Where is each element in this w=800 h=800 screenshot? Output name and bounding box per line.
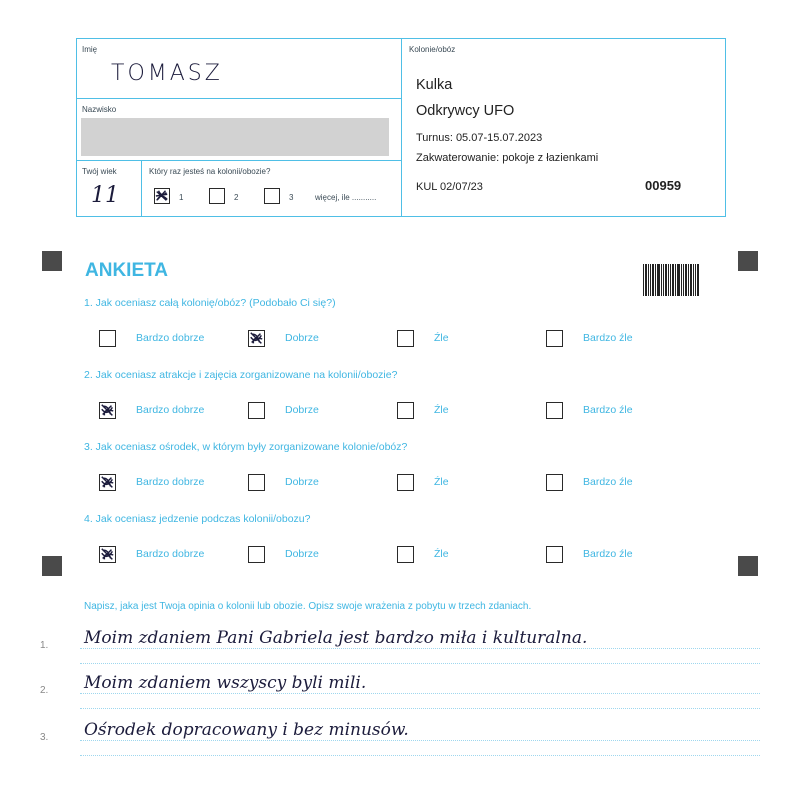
divider xyxy=(141,160,142,216)
answer-option-label: Bardzo źle xyxy=(583,548,633,560)
answer-checkbox[interactable] xyxy=(99,330,116,347)
scribble-mark xyxy=(100,475,115,490)
answer-option-label: Bardzo źle xyxy=(583,332,633,344)
answer-option-label: Dobrze xyxy=(285,476,319,488)
answer-checkbox[interactable] xyxy=(248,402,265,419)
answer-option-label: Bardzo dobrze xyxy=(136,548,205,560)
visit-checkbox-3[interactable] xyxy=(264,188,280,204)
writing-line xyxy=(80,740,760,741)
kolonie-label: Kolonie/obóz xyxy=(409,45,456,54)
scribble-mark xyxy=(249,331,264,346)
answer-checkbox[interactable] xyxy=(546,546,563,563)
zakwaterowanie-text: Zakwaterowanie: pokoje z łazienkami xyxy=(416,152,599,164)
registration-mark xyxy=(42,251,62,271)
writing-line xyxy=(80,708,760,709)
answer-checkbox[interactable] xyxy=(397,402,414,419)
answer-checkbox[interactable] xyxy=(248,330,265,347)
writing-line xyxy=(80,755,760,756)
turnus-text: Turnus: 05.07-15.07.2023 xyxy=(416,132,543,144)
answer-checkbox[interactable] xyxy=(99,546,116,563)
opinion-handwritten-text[interactable]: Ośrodek dopracowany i bez minusów. xyxy=(84,720,409,740)
opinion-line-number: 3. xyxy=(40,732,49,743)
barcode xyxy=(643,264,699,296)
wiek-label: Twój wiek xyxy=(82,167,117,176)
scribble-mark xyxy=(100,547,115,562)
redacted-surname xyxy=(81,118,389,156)
question-text: 3. Jak oceniasz ośrodek, w którym były zorganizowane kolonie/obóz? xyxy=(84,441,408,453)
camp-name: Kulka xyxy=(416,77,453,93)
visit-checkbox-1[interactable] xyxy=(154,188,170,204)
opinion-prompt: Napisz, jaka jest Twoja opinia o kolonii lub obozie. Opisz swoje wrażenia z pobytu w trzech zdaniach. xyxy=(84,601,532,612)
camp-code: KUL 02/07/23 xyxy=(416,181,483,193)
imie-value[interactable]: TOMASZ xyxy=(111,61,223,86)
opinion-handwritten-text[interactable]: Moim zdaniem wszyscy byli mili. xyxy=(84,673,367,693)
answer-option-label: Bardzo dobrze xyxy=(136,404,205,416)
registration-mark xyxy=(738,251,758,271)
answer-checkbox[interactable] xyxy=(248,546,265,563)
answer-checkbox[interactable] xyxy=(397,330,414,347)
opinion-handwritten-text[interactable]: Moim zdaniem Pani Gabriela jest bardzo miła i kulturalna. xyxy=(84,628,588,648)
answer-option-label: Źle xyxy=(434,476,449,488)
visit-option-label-1: 1 xyxy=(179,193,184,202)
answer-checkbox[interactable] xyxy=(99,474,116,491)
wiek-value[interactable]: 11 xyxy=(91,183,119,208)
answer-option-label: Bardzo dobrze xyxy=(136,332,205,344)
answer-option-label: Dobrze xyxy=(285,548,319,560)
imie-label: Imię xyxy=(82,45,98,54)
question-text: 4. Jak oceniasz jedzenie podczas kolonii/obozu? xyxy=(84,513,311,525)
answer-checkbox[interactable] xyxy=(397,474,414,491)
answer-option-label: Źle xyxy=(434,404,449,416)
visit-option-label-2: 2 xyxy=(234,193,239,202)
answer-option-label: Bardzo źle xyxy=(583,404,633,416)
divider xyxy=(401,39,402,216)
opinion-line-number: 2. xyxy=(40,685,49,696)
answer-option-label: Bardzo dobrze xyxy=(136,476,205,488)
visit-checkbox-2[interactable] xyxy=(209,188,225,204)
writing-line xyxy=(80,693,760,694)
registration-mark xyxy=(738,556,758,576)
visit-more-label: więcej, ile ........... xyxy=(315,193,377,202)
writing-line xyxy=(80,663,760,664)
answer-option-label: Źle xyxy=(434,332,449,344)
form-number: 00959 xyxy=(645,178,682,193)
header-form xyxy=(76,38,726,217)
answer-checkbox[interactable] xyxy=(546,402,563,419)
survey-title: ANKIETA xyxy=(85,260,169,281)
scribble-mark xyxy=(155,189,169,203)
answer-checkbox[interactable] xyxy=(99,402,116,419)
ktory-raz-label: Który raz jesteś na kolonii/obozie? xyxy=(149,167,271,176)
answer-checkbox[interactable] xyxy=(248,474,265,491)
divider xyxy=(77,98,401,99)
answer-option-label: Dobrze xyxy=(285,332,319,344)
question-text: 1. Jak oceniasz całą kolonię/obóz? (Podobało Ci się?) xyxy=(84,297,336,309)
writing-line xyxy=(80,648,760,649)
scribble-mark xyxy=(100,403,115,418)
registration-mark xyxy=(42,556,62,576)
visit-option-label-3: 3 xyxy=(289,193,294,202)
nazwisko-label: Nazwisko xyxy=(82,105,117,114)
answer-option-label: Dobrze xyxy=(285,404,319,416)
opinion-line-number: 1. xyxy=(40,640,49,651)
answer-option-label: Bardzo źle xyxy=(583,476,633,488)
camp-subtitle: Odkrywcy UFO xyxy=(416,103,515,119)
answer-checkbox[interactable] xyxy=(546,330,563,347)
answer-checkbox[interactable] xyxy=(397,546,414,563)
divider xyxy=(77,160,401,161)
question-text: 2. Jak oceniasz atrakcje i zajęcia zorganizowane na kolonii/obozie? xyxy=(84,369,398,381)
answer-option-label: Źle xyxy=(434,548,449,560)
answer-checkbox[interactable] xyxy=(546,474,563,491)
